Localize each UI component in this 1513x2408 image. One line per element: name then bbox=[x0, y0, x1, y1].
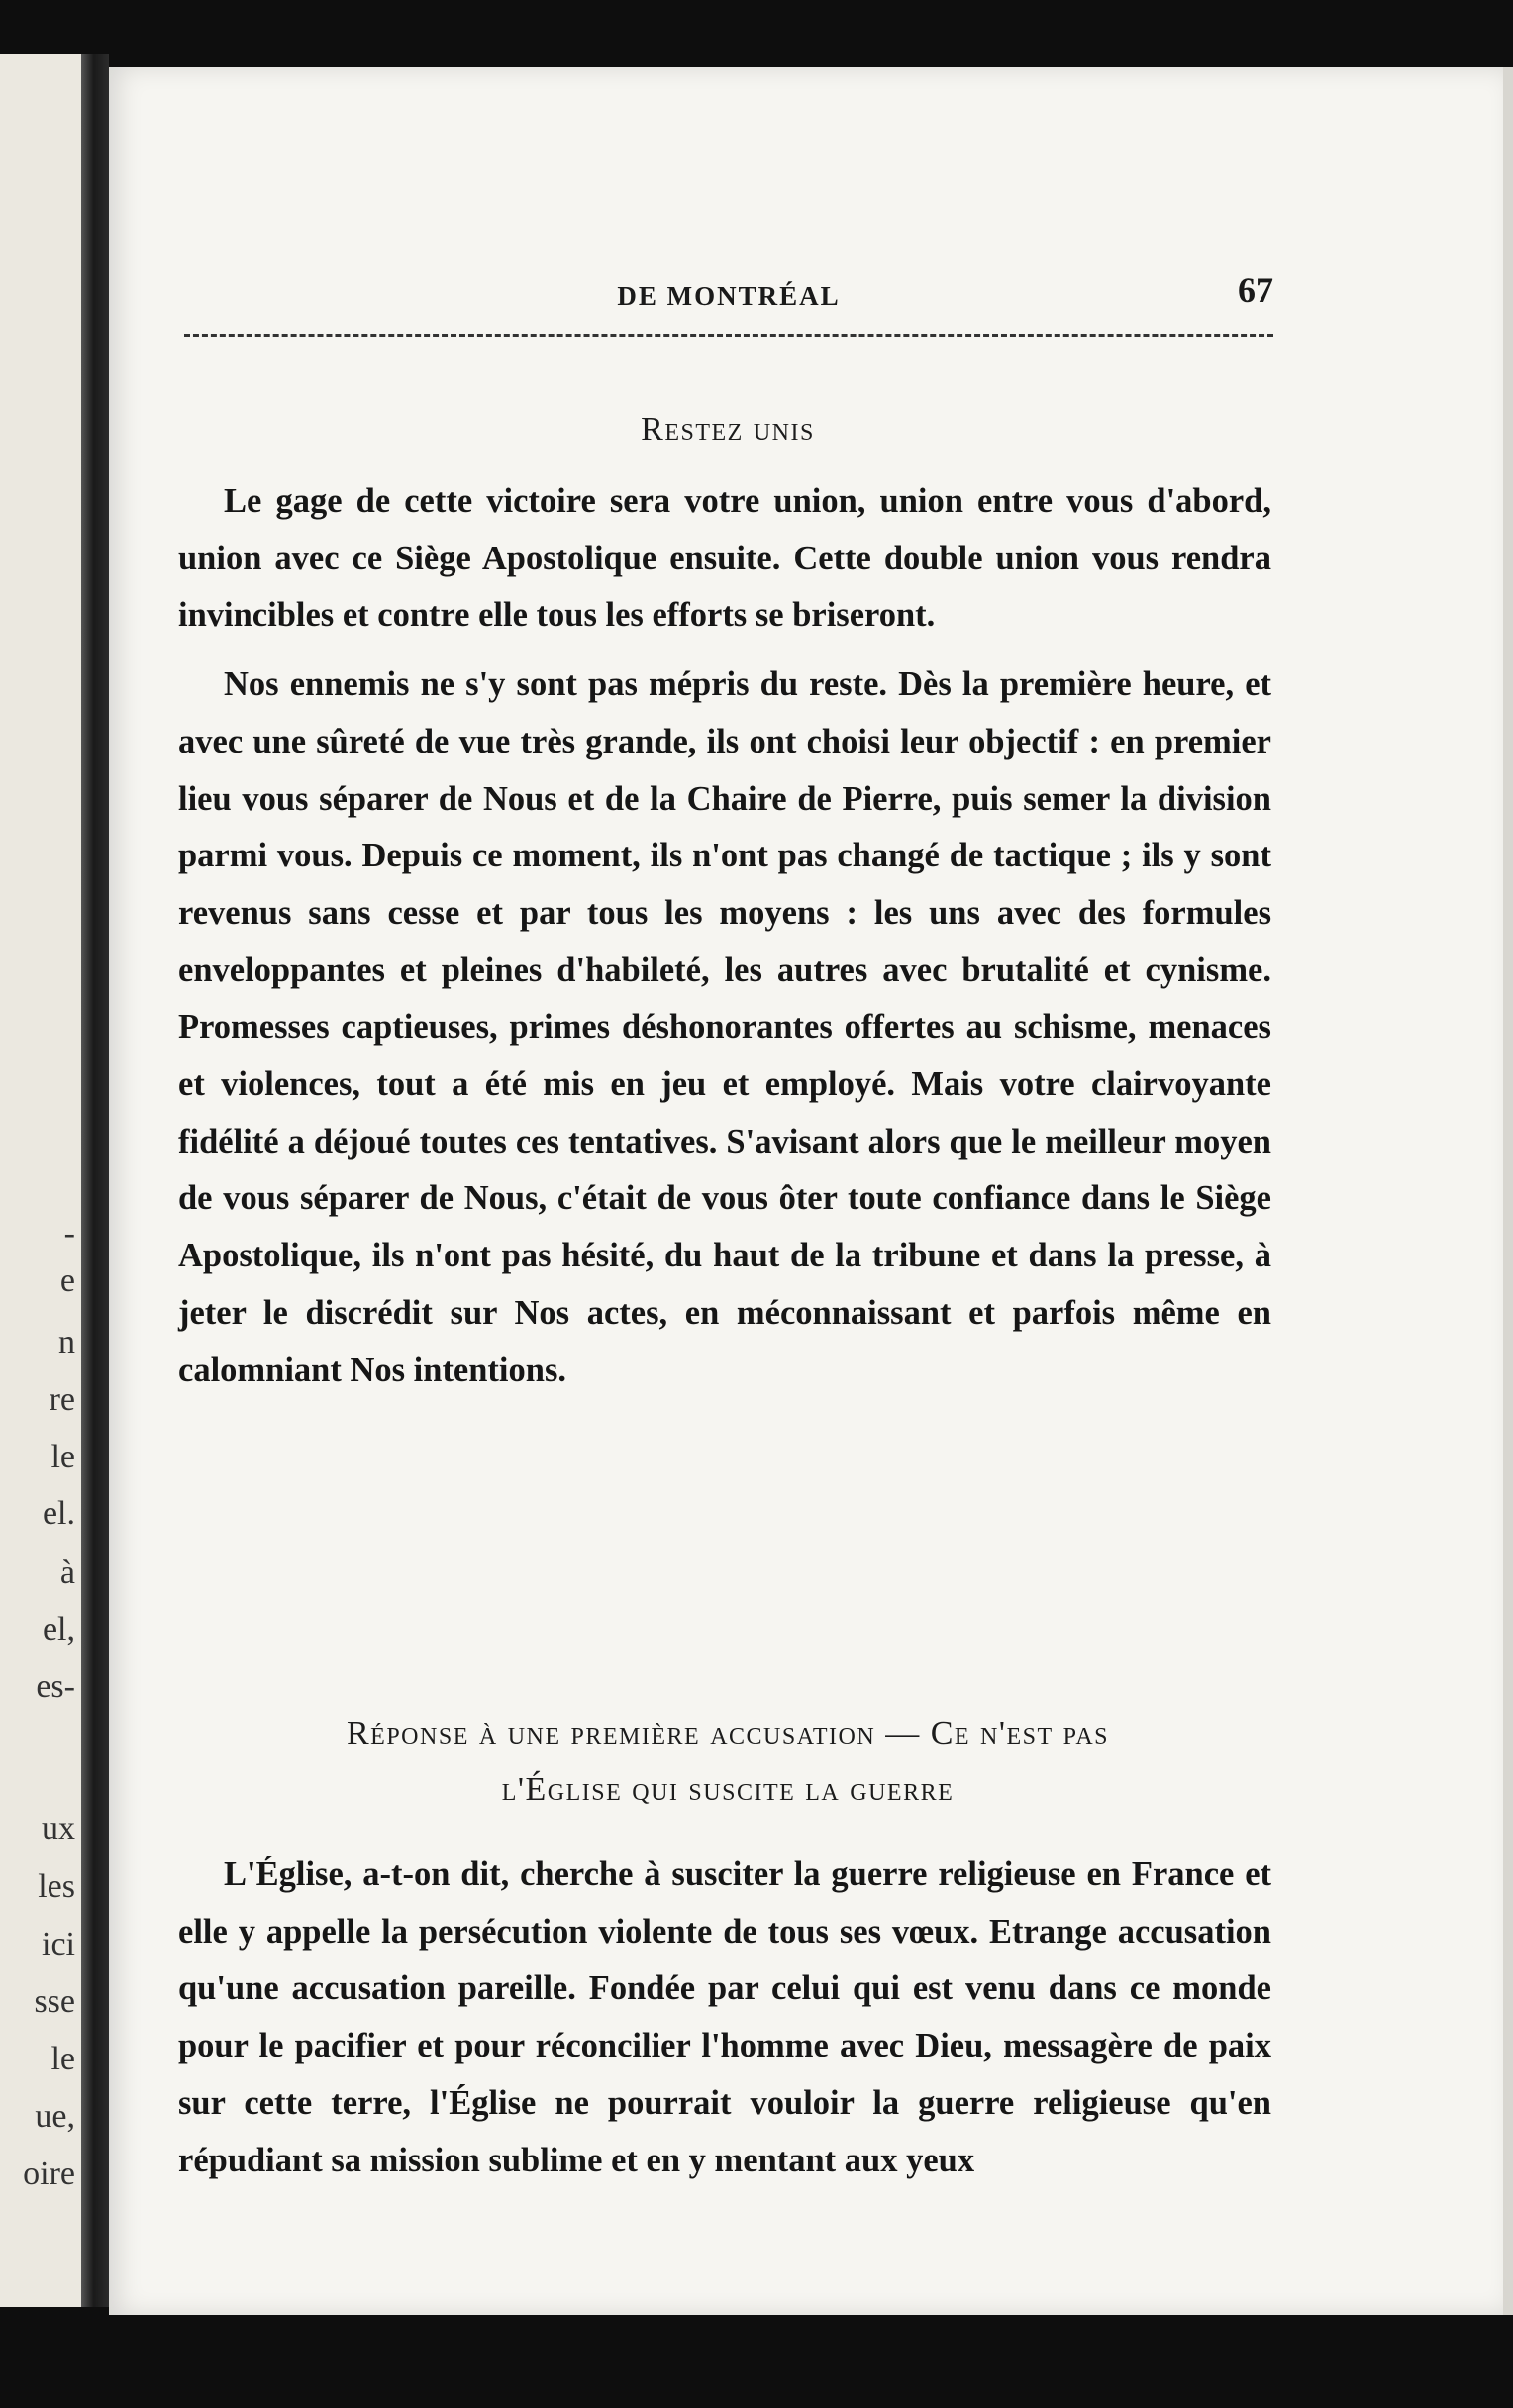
facing-page-fragment: n bbox=[58, 1324, 75, 1360]
facing-page-fragment: el. bbox=[42, 1495, 75, 1532]
header-rule bbox=[184, 334, 1273, 337]
facing-page-fragment: à bbox=[59, 1555, 75, 1591]
running-head bbox=[184, 267, 1273, 317]
section-heading-line-2: l'Église qui suscite la guerre bbox=[501, 1771, 955, 1808]
page-edge bbox=[1503, 67, 1513, 2315]
section-body bbox=[178, 473, 1271, 1399]
facing-page-fragment: es- bbox=[36, 1668, 75, 1705]
section-heading-line-1: Réponse à une première accusation — Ce n'est pas bbox=[347, 1715, 1109, 1752]
page-number: 67 bbox=[1238, 270, 1273, 310]
facing-page-fragment: e bbox=[59, 1262, 75, 1299]
facing-page-edge bbox=[0, 54, 81, 2307]
facing-page-fragment: les bbox=[38, 1868, 75, 1905]
section-heading: Restez unis bbox=[641, 411, 815, 448]
section-body bbox=[178, 1847, 1271, 2189]
facing-page-fragment: re bbox=[49, 1381, 75, 1418]
facing-page-fragment: oire bbox=[23, 2156, 75, 2192]
facing-page-fragment: el, bbox=[42, 1611, 75, 1648]
facing-page-fragment: ux bbox=[42, 1810, 75, 1847]
facing-page-fragment: sse bbox=[34, 1983, 75, 2020]
facing-page-fragment: ue, bbox=[35, 2098, 75, 2135]
facing-page-fragment: ici bbox=[42, 1926, 75, 1962]
paragraph: L'Église, a-t-on dit, cherche à susciter la guerre religieuse en France et elle y appelle la persécution violente de tous ses vœux. Etrange accusation qu'une accusation pareille. Fondée par celui qui est venu dans ce monde pour le pacifier et pour réconcilier l'homme avec Dieu, messagère de paix sur cette terre, l'Église ne pourrait vouloir la guerre religieuse qu'en répudiant sa mission sublime et en y mentant aux yeux bbox=[178, 1856, 1271, 2179]
facing-page-fragment: le bbox=[50, 2041, 75, 2077]
book-gutter bbox=[81, 54, 109, 2307]
facing-page-fragment: le bbox=[50, 1439, 75, 1475]
running-title: DE MONTRÉAL bbox=[617, 281, 841, 311]
paragraph: Nos ennemis ne s'y sont pas mépris du reste. Dès la première heure, et avec une sûreté de vue très grande, ils ont choisi leur objectif : en premier lieu vous séparer de Nous et de la Chaire de Pierre, puis semer la division parmi vous. Depuis ce moment, ils n'ont pas changé de tactique ; ils y sont revenus sans cesse et par tous les moyens : les uns avec des formules enveloppantes et pleines d'habileté, les autres avec brutalité et cynisme. Promesses captieuses, primes déshonorantes offertes au schisme, menaces et violences, tout a été mis en jeu et employé. Mais votre clairvoyante fidélité a déjoué toutes ces tentatives. S'avisant alors que le meilleur moyen de vous séparer de Nous, c'était de vous ôter toute confiance dans le Siège Apostolique, ils n'ont pas hésité, du haut de la tribune et dans la presse, à jeter le discrédit sur Nos actes, en méconnaissant et parfois même en calomniant Nos intentions. bbox=[178, 665, 1271, 1389]
paragraph: Le gage de cette victoire sera votre union, union entre vous d'abord, union avec ce Siège Apostolique ensuite. Cette double union vous rendra invincibles et contre elle tous les efforts se briseront. bbox=[178, 482, 1271, 635]
facing-page-fragment: - bbox=[63, 1215, 75, 1252]
